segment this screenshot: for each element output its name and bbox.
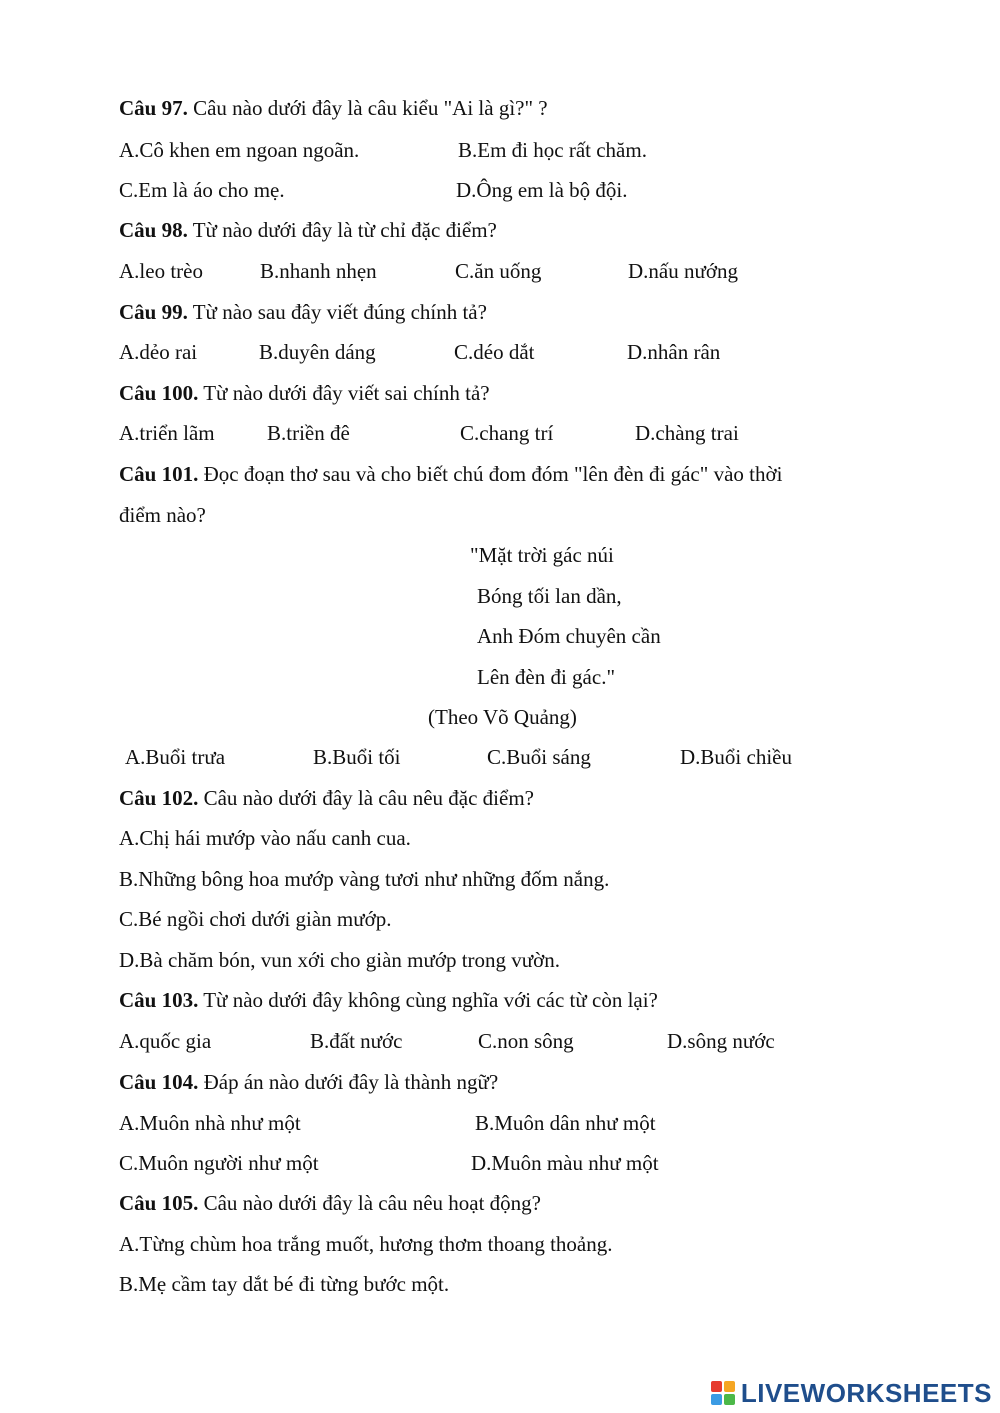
option-a[interactable]: A.Muôn nhà như một (119, 1111, 301, 1135)
question-104 (119, 1069, 498, 1095)
option-b[interactable]: B.Em đi học rất chăm. (458, 138, 647, 162)
question-text: Đáp án nào dưới đây là thành ngữ? (198, 1070, 499, 1094)
question-text: Từ nào dưới đây viết sai chính tả? (198, 381, 490, 405)
question-text: Đọc đoạn thơ sau và cho biết chú đom đóm "lên đèn đi gác" vào thời (198, 462, 783, 486)
option-d[interactable]: D.Muôn màu như một (471, 1151, 659, 1175)
question-label: Câu 97. (119, 96, 188, 120)
option-d[interactable]: D.Bà chăm bón, vun xới cho giàn mướp trong vườn. (119, 948, 561, 972)
question-label: Câu 102. (119, 786, 199, 810)
question-label: Câu 99. (119, 300, 188, 324)
option-b[interactable]: B.Buổi tối (313, 745, 401, 769)
option-d[interactable]: D.nấu nướng (628, 259, 738, 283)
option-d[interactable]: D.Ông em là bộ đội. (456, 178, 628, 202)
option-a[interactable]: A.dẻo rai (119, 340, 198, 364)
option-a[interactable]: A.triển lãm (119, 421, 215, 445)
question-97 (119, 95, 548, 121)
option-a[interactable]: A.Buổi trưa (125, 745, 226, 769)
option-b[interactable]: B.Muôn dân như một (475, 1111, 656, 1135)
option-b[interactable]: B.đất nước (310, 1029, 403, 1053)
logo-square-red (711, 1381, 722, 1392)
question-100 (119, 380, 490, 406)
option-b[interactable]: B.triền đê (267, 421, 350, 445)
option-a[interactable]: A.Từng chùm hoa trắng muốt, hương thơm thoang thoảng. (119, 1232, 613, 1256)
question-text: Câu nào dưới đây là câu nêu đặc điểm? (198, 786, 534, 810)
option-c[interactable]: C.ăn uống (455, 259, 542, 283)
question-text: Câu nào dưới đây là câu kiểu "Ai là gì?" ? (187, 96, 548, 120)
option-c[interactable]: C.chang trí (460, 421, 554, 445)
question-101-continuation: điểm nào? (119, 503, 206, 527)
question-99 (119, 299, 487, 325)
question-label: Câu 104. (119, 1070, 199, 1094)
question-text: Từ nào dưới đây không cùng nghĩa với các từ còn lại? (198, 988, 658, 1012)
question-label: Câu 103. (119, 988, 199, 1012)
question-101 (119, 461, 782, 487)
poem-line-4: Lên đèn đi gác." (477, 665, 616, 689)
option-c[interactable]: C.Bé ngồi chơi dưới giàn mướp. (119, 907, 392, 931)
question-text: Từ nào dưới đây là từ chỉ đặc điểm? (187, 218, 497, 242)
option-a[interactable]: A.leo trèo (119, 259, 203, 283)
logo-square-orange (724, 1381, 735, 1392)
poem-source: (Theo Võ Quảng) (428, 705, 577, 729)
option-a[interactable]: A.quốc gia (119, 1029, 212, 1053)
option-c[interactable]: C.Muôn người như một (119, 1151, 319, 1175)
option-b[interactable]: B.duyên dáng (259, 340, 376, 364)
logo-mark-icon (711, 1381, 735, 1405)
option-b[interactable]: B.Mẹ cầm tay dắt bé đi từng bước một. (119, 1272, 450, 1296)
question-text: Câu nào dưới đây là câu nêu hoạt động? (198, 1191, 541, 1215)
option-c[interactable]: C.Em là áo cho mẹ. (119, 178, 285, 202)
question-label: Câu 98. (119, 218, 188, 242)
poem-line-2: Bóng tối lan dần, (477, 584, 622, 608)
question-103 (119, 987, 658, 1013)
question-label: Câu 100. (119, 381, 199, 405)
logo-square-blue (711, 1394, 722, 1405)
poem-line-1: "Mặt trời gác núi (470, 543, 614, 567)
logo-square-green (724, 1394, 735, 1405)
option-d[interactable]: D.chàng trai (635, 421, 739, 445)
logo-text: LIVEWORKSHEETS (740, 1377, 992, 1408)
option-c[interactable]: C.Buổi sáng (487, 745, 591, 769)
question-105 (119, 1190, 541, 1216)
option-a[interactable]: A.Chị hái mướp vào nấu canh cua. (119, 826, 411, 850)
question-102 (119, 785, 534, 811)
poem-line-3: Anh Đóm chuyên cần (477, 624, 661, 648)
question-text: Từ nào sau đây viết đúng chính tả? (187, 300, 487, 324)
option-c[interactable]: C.déo dắt (454, 340, 535, 364)
option-d[interactable]: D.nhân rân (627, 340, 721, 364)
option-a[interactable]: A.Cô khen em ngoan ngoãn. (119, 138, 360, 162)
option-c[interactable]: C.non sông (478, 1029, 574, 1053)
option-b[interactable]: B.nhanh nhẹn (260, 259, 377, 283)
option-d[interactable]: D.sông nước (667, 1029, 775, 1053)
liveworksheets-logo (711, 1378, 992, 1408)
option-d[interactable]: D.Buổi chiều (680, 745, 792, 769)
question-label: Câu 105. (119, 1191, 199, 1215)
question-label: Câu 101. (119, 462, 199, 486)
question-98 (119, 217, 497, 243)
option-b[interactable]: B.Những bông hoa mướp vàng tươi như những đốm nắng. (119, 867, 610, 891)
